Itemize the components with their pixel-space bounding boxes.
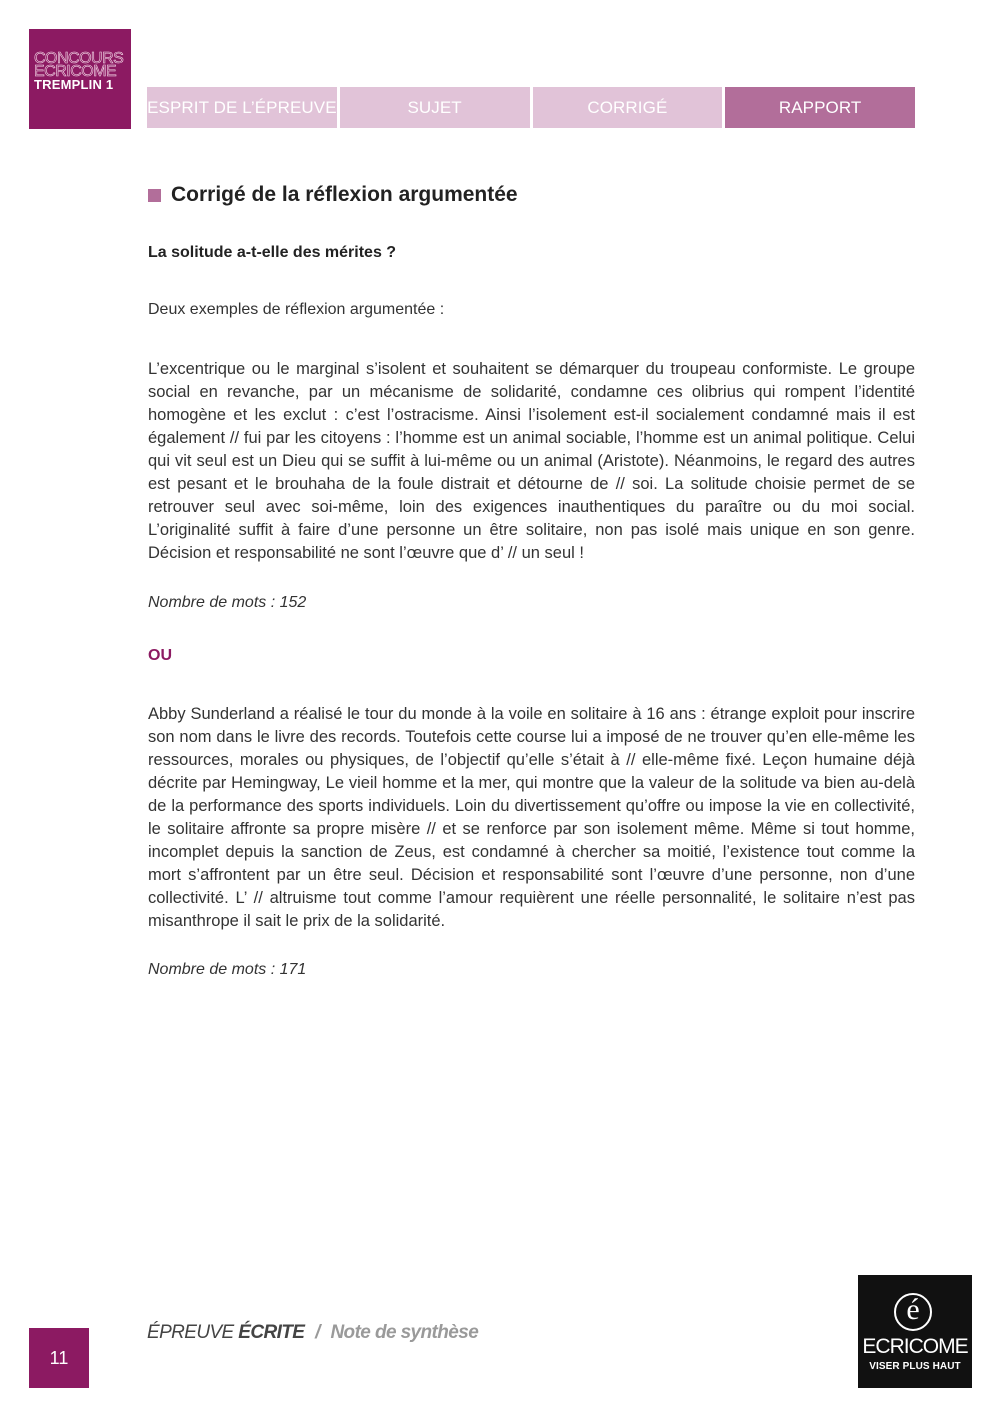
tab-rapport[interactable]: RAPPORT: [725, 87, 915, 128]
square-bullet-icon: [148, 189, 161, 202]
footer-subject: Note de synthèse: [330, 1322, 479, 1343]
intro-text: Deux exemples de réflexion argumentée :: [148, 301, 445, 318]
ecricome-name: ECRICOME: [862, 1335, 968, 1358]
section-tabs: [147, 87, 915, 128]
tab-esprit-epreuve[interactable]: ESPRIT DE L’ÉPREUVE: [147, 87, 337, 128]
page-number: 11: [29, 1328, 89, 1388]
example-paragraph-2: Abby Sunderland a réalisé le tour du monde à la voile en solitaire à 16 ans : étrange exploit pour inscrire son nom dans le livre des records. Toutefois cette course lui a imposé de ne trouver qu’en elle-même les ressources, morales ou physiques, de l’objectif qu’elle s’était à // elle-même fixé. Leçon humaine déjà décrite par Hemingway, Le vieil homme et la mer, qui montre que la valeur de la solitude va bien au-delà de la performance des sports individuels. Loin du divertissement qu’offre ou impose la vie en collectivité, le solitaire affronte sa propre misère // et se renforce par son isolement même. Même si tout homme, incomplet depuis la sanction de Zeus, est condamné à chercher sa moitié, l’existence tout comme la mort s’affrontent par un être seul. Décision et responsabilité sont l’œuvre d’une personne, non d’une collectivité. L’ // altruisme tout comme l’amour requièrent une réelle personnalité, le solitaire n’est pas misanthrope il sait le prix de la solidarité.: [148, 705, 915, 930]
ecricome-logo: [858, 1275, 972, 1388]
ecricome-tagline: VISER PLUS HAUT: [869, 1361, 961, 1372]
tab-corrige[interactable]: CORRIGÉ: [533, 87, 723, 128]
tab-sujet[interactable]: SUJET: [340, 87, 530, 128]
concours-logo: [29, 29, 131, 129]
ecricome-circle-icon: [894, 1293, 932, 1331]
question-heading: La solitude a-t-elle des mérites ?: [148, 244, 397, 261]
section-title: [148, 183, 518, 207]
logo-concours-text: CONCOURS: [34, 50, 124, 67]
footer-ecrite: ÉCRITE: [238, 1322, 305, 1343]
example-paragraph-1: L’excentrique ou le marginal s’isolent et souhaitent se démarquer du troupeau conformiste. Le groupe social en revanche, par un mécanisme de solidarité, condamne ces olibrius qui rompent l’identité homogène et les exclut : c’est l’ostracisme. Ainsi l’isolement est-il socialement condamné mais il est également // fui par les citoyens : l’homme est un animal sociable, l’homme est un animal politique. Celui qui vit seul est un Dieu qui se suffit à lui-même ou un animal (Aristote). Néanmoins, le regard des autres est pesant et le brouhaha de la foule distrait et détourne de // soi. La solitude choisie permet de se retrouver seul avec soi-même, loin des exigences inauthentiques du paraître ou du moi social. L’originalité suffit à faire d’une personne un être solitaire, non pas isolé mais unique en son genre. Décision et responsabilité ne sont l’œuvre que d’ // un seul !: [148, 360, 915, 562]
logo-tremplin-text: TREMPLIN 1: [34, 77, 114, 92]
footer-separator: /: [315, 1322, 320, 1343]
logo-ecricome-text: ECRICOME: [34, 63, 117, 80]
footer-epreuve: ÉPREUVE: [147, 1322, 234, 1343]
word-count-2: Nombre de mots : 171: [148, 961, 307, 978]
footer-label: [147, 1322, 478, 1344]
word-count-1: Nombre de mots : 152: [148, 594, 307, 611]
section-title-text: Corrigé de la réflexion argumentée: [171, 183, 518, 206]
or-label: OU: [148, 647, 172, 664]
ecricome-letter: é: [906, 1293, 920, 1326]
